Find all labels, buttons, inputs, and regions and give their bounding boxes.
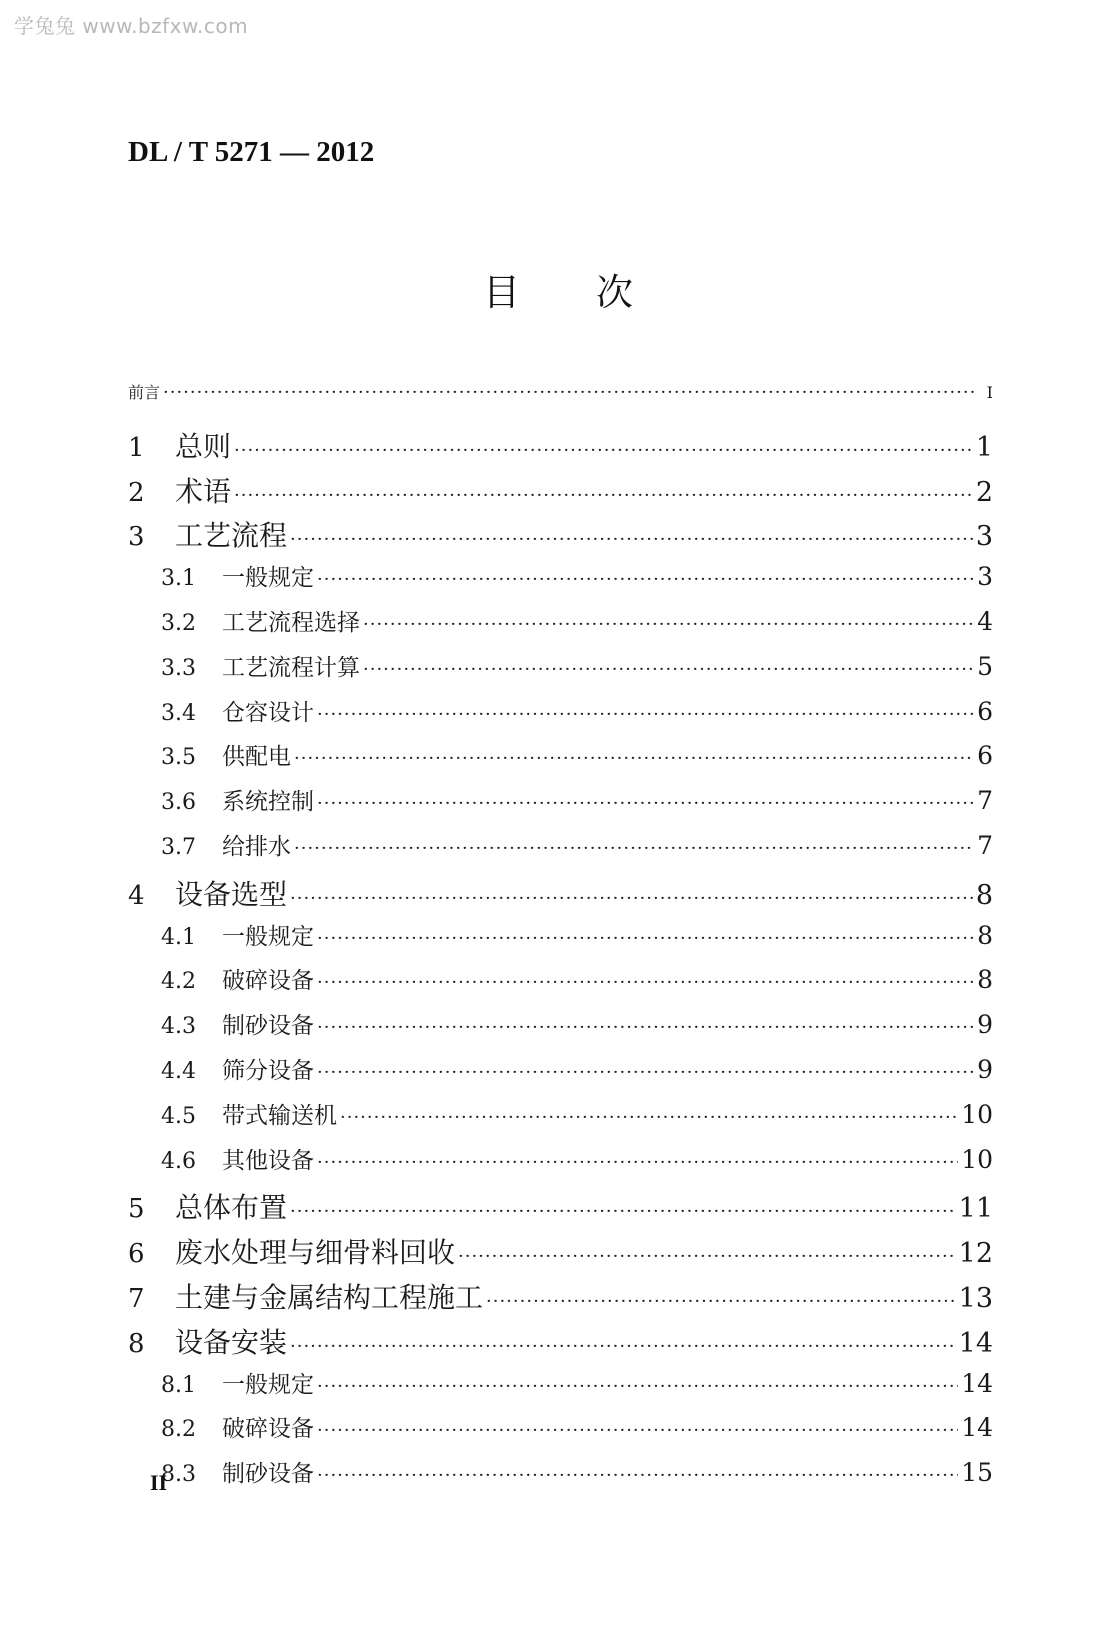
toc-entry-page: 3	[977, 562, 993, 592]
dot-leader	[317, 1465, 958, 1486]
toc-entry-number: 3.1	[161, 566, 196, 592]
dot-leader	[317, 569, 974, 590]
toc-entry[interactable]	[128, 1366, 993, 1411]
toc-entry-number: 8	[128, 1328, 145, 1359]
toc-entry-title: 一般规定	[222, 1371, 314, 1398]
toc-entry-number: 3.4	[161, 700, 196, 726]
toc-entry-page: 9	[977, 1010, 993, 1040]
dot-leader	[317, 928, 974, 949]
toc-entry[interactable]	[128, 514, 993, 559]
toc-entry-number: 7	[128, 1283, 145, 1314]
toc-entry-page: 14	[958, 1327, 993, 1359]
toc-entry-page: 6	[977, 741, 993, 771]
toc-entry[interactable]	[128, 1007, 993, 1052]
dot-leader	[486, 1291, 956, 1312]
dot-leader	[317, 793, 974, 814]
dot-leader	[290, 529, 973, 550]
toc-entry-page: 7	[977, 830, 993, 860]
toc-entry-title: 工艺流程计算	[222, 654, 360, 681]
toc-entry[interactable]	[128, 918, 993, 963]
toc-entry-number: 8.3	[161, 1462, 196, 1488]
toc-entry-title: 破碎设备	[222, 1416, 314, 1443]
toc-entry[interactable]	[128, 1231, 993, 1276]
toc-entry-title: 制砂设备	[222, 1013, 314, 1040]
toc-entry-title: 总则	[175, 429, 232, 463]
toc-entry[interactable]	[128, 1052, 993, 1097]
toc-entry-title: 其他设备	[222, 1147, 314, 1174]
watermark-text: 学兔兔 www.bzfxw.com	[14, 14, 249, 38]
toc-entry[interactable]	[128, 828, 993, 873]
dot-leader	[290, 888, 973, 909]
dot-leader	[340, 1107, 958, 1128]
dot-leader	[317, 1152, 958, 1173]
document-code: DL / T 5271 — 2012	[128, 136, 375, 168]
toc-entry-number: 4.4	[161, 1058, 196, 1084]
toc-entry-page: 4	[977, 606, 993, 636]
toc-entry-number: 4.3	[161, 1014, 196, 1040]
toc-entry[interactable]	[128, 1321, 993, 1366]
toc-entry-title: 破碎设备	[222, 968, 314, 995]
toc-entry-number: 4.5	[161, 1103, 196, 1129]
toc-entry-title: 筛分设备	[222, 1057, 314, 1084]
toc-entry-title: 土建与金属结构工程施工	[175, 1280, 484, 1314]
toc-entry-title: 总体布置	[175, 1191, 288, 1225]
dot-leader	[317, 1017, 974, 1038]
toc-entry-title: 带式输送机	[222, 1102, 337, 1129]
toc-entry-number: 8.1	[161, 1372, 196, 1398]
dot-leader	[317, 1420, 958, 1441]
dot-leader	[317, 1376, 958, 1397]
toc-heading: 目次	[483, 271, 709, 314]
toc-entry-number: 3.6	[161, 790, 196, 816]
toc-entry-title: 设备安装	[175, 1325, 288, 1359]
toc-entry-number: 4	[128, 880, 145, 911]
dot-leader	[363, 614, 974, 635]
toc-entry[interactable]	[128, 694, 993, 739]
toc-entry[interactable]	[128, 1410, 993, 1455]
toc-entry-number: 3	[128, 522, 145, 553]
toc-entry[interactable]	[128, 738, 993, 783]
toc-entry-page: 7	[977, 786, 993, 816]
toc-entry-title: 供配电	[222, 744, 291, 771]
toc-entry-title: 设备选型	[175, 877, 288, 911]
dot-leader	[234, 485, 973, 506]
toc-entry-page: 8	[977, 920, 993, 950]
toc-entry-page: 9	[977, 1054, 993, 1084]
toc-entry-number: 6	[128, 1239, 145, 1270]
dot-leader	[317, 1062, 974, 1083]
dot-leader	[317, 972, 974, 993]
toc-entry-number: 4.6	[161, 1148, 196, 1174]
toc-entry-title: 一般规定	[222, 565, 314, 592]
dot-leader	[363, 659, 974, 680]
toc-entry[interactable]	[128, 649, 993, 694]
toc-entry-title: 废水处理与细骨料回收	[175, 1236, 456, 1270]
toc-entry-page: 6	[977, 696, 993, 726]
toc-entry-number: 1	[128, 432, 145, 463]
toc-entry-title: 系统控制	[222, 789, 314, 816]
toc-entry-page: I	[986, 383, 993, 402]
toc-entry-number: 2	[128, 477, 145, 508]
toc-entry[interactable]	[128, 1097, 993, 1142]
toc-entry-page: 8	[977, 965, 993, 995]
toc-entry-number: 8.2	[161, 1417, 196, 1443]
toc-entry-page: 5	[977, 651, 993, 681]
toc-entry[interactable]	[128, 604, 993, 649]
toc-entry-title: 制砂设备	[222, 1461, 314, 1488]
dot-leader	[294, 748, 974, 769]
toc-entry-number: 3.2	[161, 610, 196, 636]
toc-entry[interactable]	[128, 873, 993, 918]
dot-leader	[294, 838, 974, 859]
toc-entry[interactable]	[128, 1455, 993, 1500]
toc-entry[interactable]	[128, 559, 993, 604]
toc-entry[interactable]	[128, 962, 993, 1007]
toc-entry-number: 5	[128, 1194, 145, 1225]
toc-entry[interactable]	[128, 783, 993, 828]
toc-entry-page: 3	[975, 521, 993, 553]
toc-entry-title: 给排水	[222, 833, 291, 860]
toc-entry-title: 工艺流程选择	[222, 609, 360, 636]
table-of-contents	[128, 380, 993, 1500]
toc-entry-page: 1	[975, 431, 993, 463]
page-number: II	[150, 1470, 168, 1495]
toc-entry-page: 11	[958, 1193, 993, 1225]
dot-leader	[458, 1246, 956, 1267]
dot-leader	[317, 704, 974, 725]
toc-entry-page: 8	[975, 879, 993, 911]
toc-entry-title: 仓容设计	[222, 699, 314, 726]
toc-entry-number: 3.5	[161, 745, 196, 771]
toc-entry[interactable]	[128, 380, 993, 425]
toc-entry-page: 10	[961, 1099, 993, 1129]
toc-entry[interactable]	[128, 425, 993, 470]
toc-entry-page: 10	[961, 1144, 993, 1174]
toc-entry-title: 前言	[128, 383, 161, 402]
toc-entry-page: 2	[975, 476, 993, 508]
toc-entry[interactable]	[128, 1142, 993, 1187]
toc-entry-page: 12	[958, 1238, 993, 1270]
dot-leader	[163, 382, 976, 403]
toc-entry[interactable]	[128, 1276, 993, 1321]
toc-entry-number: 3.7	[161, 834, 196, 860]
toc-entry-page: 14	[961, 1413, 993, 1443]
toc-entry-title: 术语	[175, 474, 232, 508]
dot-leader	[234, 440, 973, 461]
toc-entry-title: 工艺流程	[175, 519, 288, 553]
toc-entry[interactable]	[128, 470, 993, 515]
toc-entry-number: 4.1	[161, 924, 196, 950]
toc-entry[interactable]	[128, 1186, 993, 1231]
toc-entry-number: 3.3	[161, 655, 196, 681]
dot-leader	[290, 1336, 956, 1357]
toc-entry-page: 14	[961, 1368, 993, 1398]
toc-entry-page: 15	[961, 1458, 993, 1488]
toc-entry-number: 4.2	[161, 969, 196, 995]
dot-leader	[290, 1201, 956, 1222]
toc-entry-title: 一般规定	[222, 923, 314, 950]
toc-entry-page: 13	[958, 1282, 993, 1314]
